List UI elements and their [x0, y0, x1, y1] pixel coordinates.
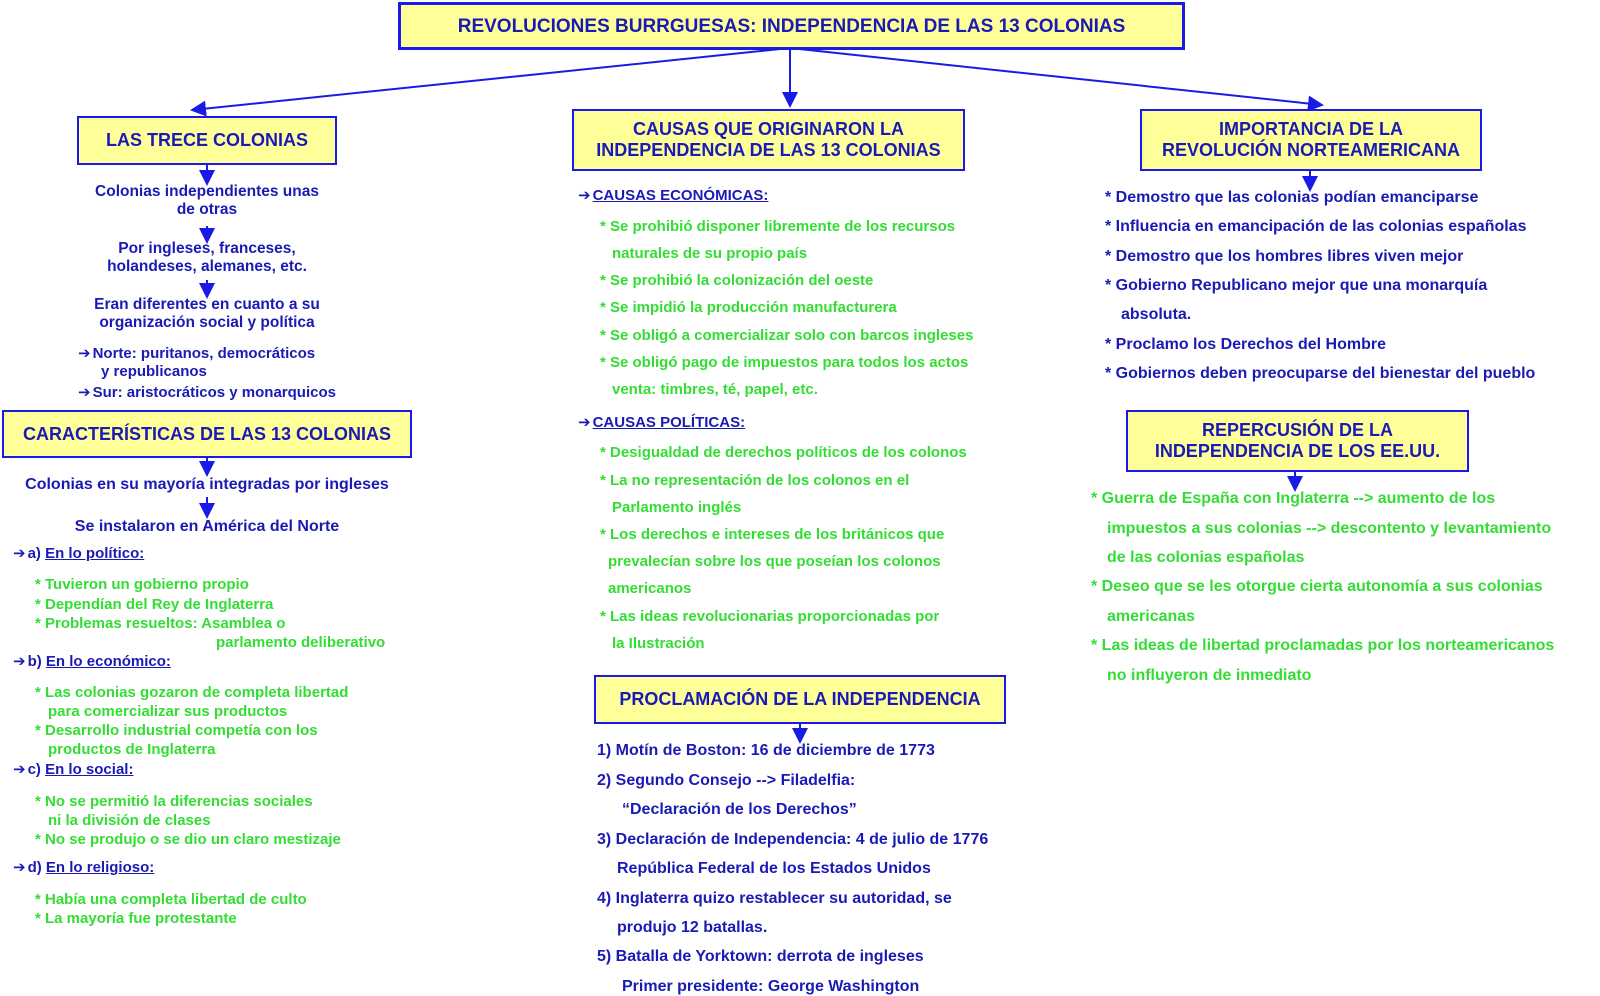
causas-box — [572, 109, 965, 171]
arrow-right-icon: ➔ — [78, 345, 91, 362]
rep-item-1b: impuestos a sus colonias --> descontento y levantamiento — [1107, 520, 1552, 537]
economico-item-1: * Las colonias gozaron de completa libertad — [35, 684, 349, 701]
proc-item-4: 4) Inglaterra quizo restablecer su autoridad, se — [597, 890, 952, 907]
arrow-right-icon: ➔ — [78, 384, 91, 401]
religioso-item-2: * La mayoría fue protestante — [35, 910, 237, 927]
norte-item — [78, 345, 315, 363]
pol-item-3b: prevalecían sobre los que poseían los colonos — [608, 553, 941, 570]
norte-text: Norte: puritanos, democráticos — [92, 345, 316, 362]
politico-prefix: a) — [27, 545, 41, 562]
proc-item-2: 2) Segundo Consejo --> Filadelfia: — [597, 772, 856, 789]
econ-item-1b: naturales de su propio país — [612, 245, 808, 262]
religioso-item-1: * Había una completa libertad de culto — [35, 891, 307, 908]
econ-item-5: * Se obligó pago de impuestos para todos los actos — [600, 354, 969, 371]
pol-item-2b: Parlamento inglés — [612, 499, 742, 516]
imp-item-6: * Gobiernos deben preocuparse del bienestar del pueblo — [1105, 365, 1536, 382]
importancia-title-1: IMPORTANCIA DE LA — [1219, 119, 1403, 139]
econ-item-5b: venta: timbres, té, papel, etc. — [612, 381, 818, 398]
main-title-box — [398, 2, 1185, 50]
politico-item-3b: parlamento deliberativo — [216, 634, 386, 651]
politico-label: En lo político: — [45, 545, 145, 562]
norte-text-2: y republicanos — [101, 363, 207, 380]
caracteristica-1: Colonias en su mayoría integradas por ingleses — [25, 476, 389, 493]
importancia-title-2: REVOLUCIÓN NORTEAMERICANA — [1161, 140, 1460, 160]
left-line1a: Colonias independientes unas — [95, 183, 319, 200]
left-line3b: organización social y política — [99, 314, 315, 331]
economico-item-2: * Desarrollo industrial competía con los — [35, 722, 318, 739]
caracteristica-2: Se instalaron en América del Norte — [74, 518, 340, 535]
rep-item-1: * Guerra de España con Inglaterra --> aumento de los — [1091, 490, 1496, 507]
causas-politicas-heading — [578, 414, 745, 432]
causas-title-1: CAUSAS QUE ORIGINARON LA — [632, 119, 904, 139]
left-line3 — [57, 296, 357, 332]
econ-item-1: * Se prohibió disponer libremente de los recursos — [600, 218, 956, 235]
rep-item-2b: americanas — [1107, 608, 1196, 625]
economico-item-2b: productos de Inglaterra — [48, 741, 216, 758]
trece-colonias-title: LAS TRECE COLONIAS — [105, 130, 308, 150]
politico-item-1: * Tuvieron un gobierno propio — [35, 576, 249, 593]
arrow-right-icon: ➔ — [13, 653, 26, 670]
rep-item-1c: de las colonias españolas — [1107, 549, 1305, 566]
proc-item-3: 3) Declaración de Independencia: 4 de julio de 1776 — [597, 831, 989, 848]
arrow-right-icon: ➔ — [13, 545, 26, 562]
social-item-2: * No se produjo o se dio un claro mestizaje — [35, 831, 341, 848]
imp-item-4b: absoluta. — [1121, 306, 1192, 323]
social-label: En lo social: — [45, 761, 134, 778]
repercusion-title-1: REPERCUSIÓN DE LA — [1201, 420, 1394, 440]
trece-colonias-box — [77, 116, 337, 165]
left-line2a: Por ingleses, franceses, — [118, 240, 296, 257]
proclamacion-title: PROCLAMACIÓN DE LA INDEPENDENCIA — [619, 689, 981, 709]
causas-economicas-label: CAUSAS ECONÓMICAS: — [592, 187, 769, 204]
arrow-right-icon: ➔ — [578, 187, 591, 204]
politico-heading — [13, 545, 144, 563]
left-line3a: Eran diferentes en cuanto a su — [94, 296, 320, 313]
left-line1 — [57, 183, 357, 219]
pol-item-4b: la Ilustración — [612, 635, 705, 652]
causas-economicas-heading — [578, 187, 768, 205]
arrow-right-icon: ➔ — [578, 414, 591, 431]
repercusion-box — [1126, 410, 1469, 472]
economico-item-1b: para comercializar sus productos — [48, 703, 288, 720]
rep-item-3: * Las ideas de libertad proclamadas por los norteamericanos — [1091, 637, 1555, 654]
imp-item-2: * Influencia en emancipación de las colonias españolas — [1105, 218, 1527, 235]
politico-item-3: * Problemas resueltos: Asamblea o — [35, 615, 286, 632]
rep-item-2: * Deseo que se les otorgue cierta autonomía a sus colonias — [1091, 578, 1543, 595]
social-prefix: c) — [27, 761, 41, 778]
causas-politicas-label: CAUSAS POLÍTICAS: — [592, 414, 746, 431]
caracteristicas-title: CARACTERÍSTICAS DE LAS 13 COLONIAS — [22, 423, 392, 444]
arrow-right-icon: ➔ — [13, 859, 26, 876]
left-line2b: holandeses, alemanes, etc. — [107, 258, 307, 275]
imp-item-4: * Gobierno Republicano mejor que una monarquía — [1105, 277, 1488, 294]
importancia-box — [1140, 109, 1482, 171]
caracteristicas-box — [2, 410, 412, 458]
proc-item-5: 5) Batalla de Yorktown: derrota de ingleses — [597, 948, 924, 965]
pol-item-1: * Desigualdad de derechos políticos de los colonos — [600, 444, 967, 461]
pol-item-4: * Las ideas revolucionarias proporcionadas por — [600, 608, 940, 625]
religioso-prefix: d) — [27, 859, 42, 876]
sur-item — [78, 384, 336, 402]
proc-item-2b: “Declaración de los Derechos” — [622, 801, 857, 818]
proclamacion-box — [594, 675, 1006, 724]
proc-item-4b: produjo 12 batallas. — [617, 919, 768, 936]
pol-item-3: * Los derechos e intereses de los británicos que — [600, 526, 945, 543]
imp-item-5: * Proclamo los Derechos del Hombre — [1105, 336, 1386, 353]
arrow-right-icon: ➔ — [13, 761, 26, 778]
religioso-label: En lo religioso: — [45, 859, 155, 876]
repercusion-title-2: INDEPENDENCIA DE LOS EE.UU. — [1154, 441, 1441, 461]
proc-item-5b: Primer presidente: George Washington — [622, 978, 920, 995]
imp-item-1: * Demostro que las colonias podían emanciparse — [1105, 189, 1479, 206]
main-title: REVOLUCIONES BURRGUESAS: INDEPENDENCIA DE LAS 13 COLONIAS — [457, 15, 1126, 37]
economico-prefix: b) — [27, 653, 42, 670]
econ-item-2: * Se prohibió la colonización del oeste — [600, 272, 874, 289]
proc-item-1: 1) Motín de Boston: 16 de diciembre de 1773 — [597, 742, 935, 759]
politico-item-2: * Dependían del Rey de Inglaterra — [35, 596, 274, 613]
left-line2 — [57, 240, 357, 276]
proc-item-3b: República Federal de los Estados Unidos — [617, 860, 931, 877]
economico-label: En lo económico: — [45, 653, 171, 670]
economico-heading — [13, 653, 171, 671]
causas-title-2: INDEPENDENCIA DE LAS 13 COLONIAS — [596, 140, 941, 160]
econ-item-4: * Se obligó a comercializar solo con barcos ingleses — [600, 327, 974, 344]
sur-text: Sur: aristocráticos y monarquicos — [92, 384, 336, 401]
pol-item-2: * La no representación de los colonos en el — [600, 472, 910, 489]
social-heading — [13, 761, 133, 779]
econ-item-3: * Se impidió la producción manufacturera — [600, 299, 897, 316]
social-item-1: * No se permitió la diferencias sociales — [35, 793, 313, 810]
imp-item-3: * Demostro que los hombres libres viven mejor — [1105, 248, 1464, 265]
left-line1b: de otras — [176, 201, 238, 218]
pol-item-3c: americanos — [608, 580, 692, 597]
religioso-heading — [13, 859, 154, 877]
social-item-1b: ni la división de clases — [48, 812, 211, 829]
rep-item-3b: no influyeron de inmediato — [1107, 667, 1312, 684]
